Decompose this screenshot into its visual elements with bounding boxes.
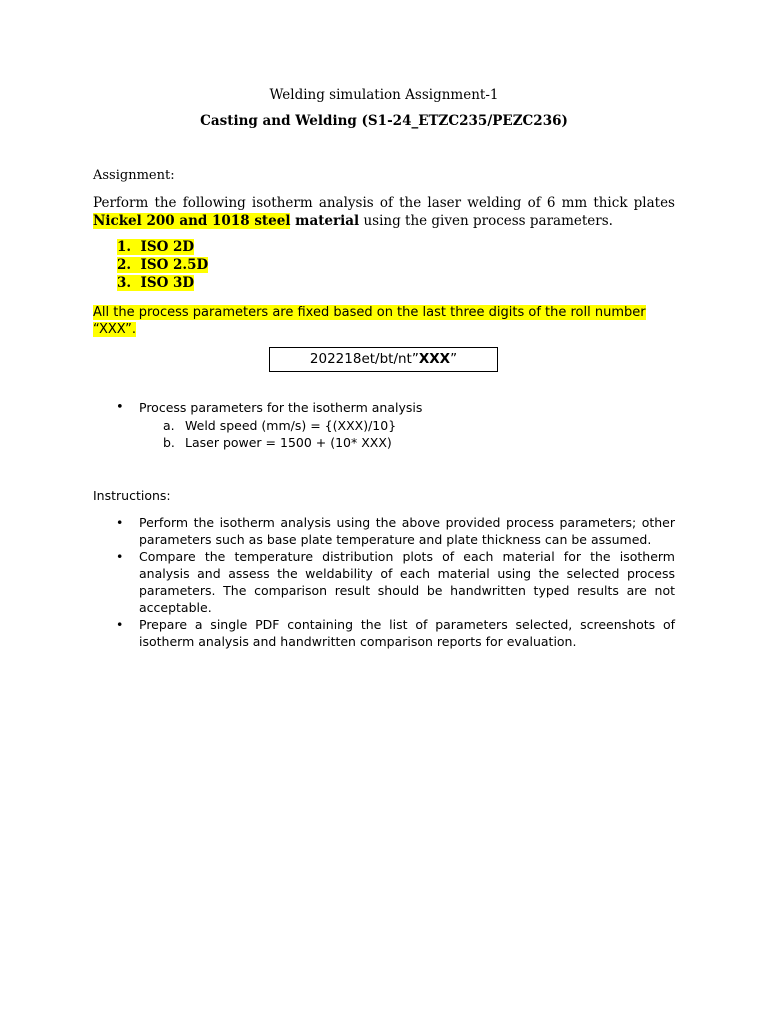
list-item: 1. ISO 2D <box>117 239 195 255</box>
instructions-list <box>93 514 675 650</box>
list-item: 2. ISO 2.5D <box>117 257 209 273</box>
list-item: a. Weld speed (mm/s) = {(XXX)/10} <box>163 418 397 433</box>
instructions-heading: Instructions: <box>93 488 171 503</box>
process-parameters-heading: Process parameters for the isotherm analysis <box>139 400 423 415</box>
intro-part1: Perform the following isotherm analysis of the laser welding of 6 mm thick plates <box>93 195 675 211</box>
materials-highlight: Nickel 200 and 1018 steel <box>93 213 291 229</box>
assignment-heading: Assignment: <box>93 168 175 183</box>
intro-part2: using the given process parameters. <box>359 213 613 229</box>
fixed-parameters-note: All the process parameters are fixed based on the last three digits of the roll number “XXX”. <box>93 305 646 337</box>
process-parameters-sublist <box>139 417 675 451</box>
iso-analysis-list <box>117 238 208 292</box>
list-item: b. Laser power = 1500 + (10* XXX) <box>163 435 392 450</box>
assignment-intro <box>93 194 675 230</box>
process-parameters-list <box>93 399 675 451</box>
list-item: 3. ISO 3D <box>117 275 195 291</box>
roll-number-box: 202218et/bt/nt”XXX” <box>269 347 498 372</box>
materials-word: material <box>290 213 360 229</box>
document-title: Welding simulation Assignment-1 <box>269 87 499 103</box>
document-subtitle: Casting and Welding (S1-24_ETZC235/PEZC236) <box>200 113 568 129</box>
list-item: • Compare the temperature distribution plots of each material for the isotherm analysis and assess the weldability of each material using the selected process parameters. The comparison result should be handwritten typed results are not acceptable. <box>116 549 675 615</box>
list-item: • Process parameters for the isotherm analysis a. Weld speed (mm/s) = {(XXX)/10} b. Laser power = 1500 + (10* XXX) <box>93 399 675 451</box>
list-item: • Perform the isotherm analysis using the above provided process parameters; other parameters such as base plate temperature and plate thickness can be assumed. <box>116 515 675 547</box>
list-item: • Prepare a single PDF containing the list of parameters selected, screenshots of isotherm analysis and handwritten comparison reports for evaluation. <box>116 617 675 649</box>
